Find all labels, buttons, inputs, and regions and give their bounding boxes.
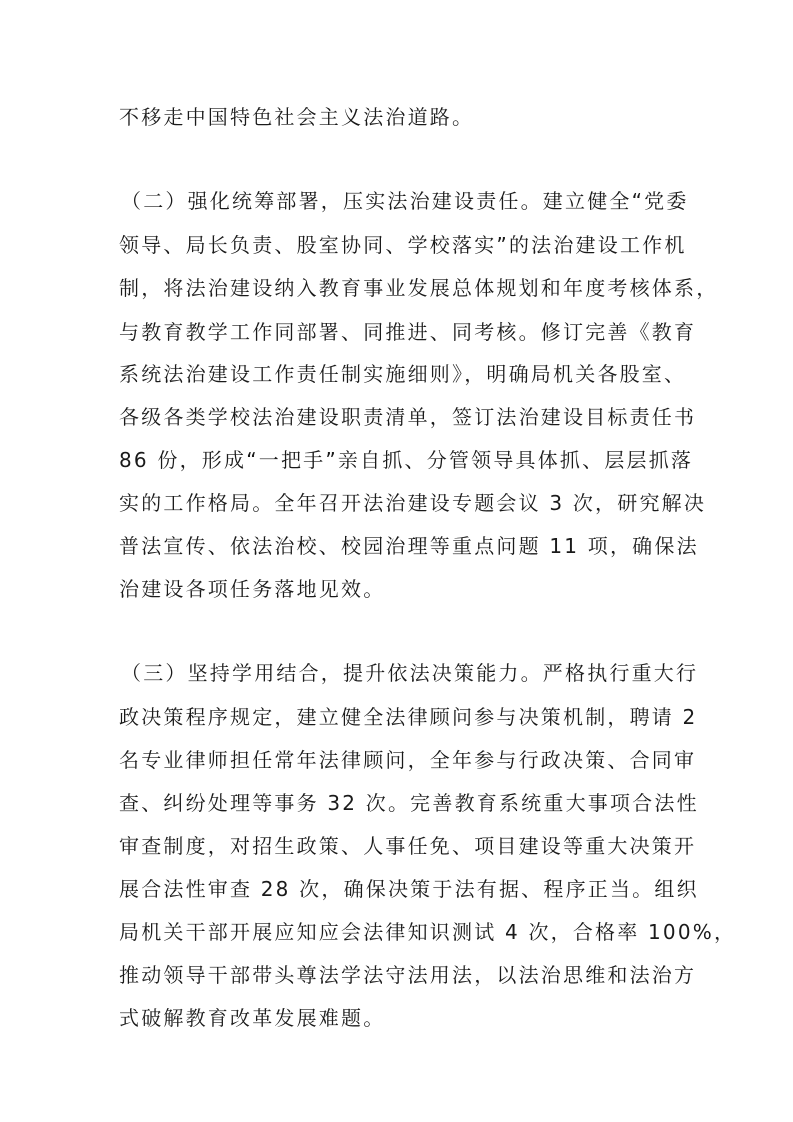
paragraph-2-line-6: 各级各类学校法治建设职责清单，签订法治建设目标责任书: [119, 405, 697, 429]
paragraph-2-line-8: 实的工作格局。全年召开法治建设专题会议 3 次，研究解决: [119, 491, 707, 515]
paragraph-2-line-1: （二）强化统筹部署，压实法治建设责任。建立健全“党委: [121, 189, 689, 213]
paragraph-2-line-2: 领导、局长负责、股室协同、学校落实”的法治建设工作机: [119, 233, 687, 257]
paragraph-3-line-7: 局机关干部开展应知应会法律知识测试 4 次，合格率 100%，: [119, 920, 737, 944]
paragraph-2-line-3: 制，将法治建设纳入教育事业发展总体规划和年度考核体系，: [119, 276, 719, 300]
paragraph-3-line-3: 名专业律师担任常年法律顾问，全年参与行政决策、合同审: [119, 748, 697, 772]
paragraph-3-line-8: 推动领导干部带头尊法学法守法用法，以法治思维和法治方: [119, 963, 697, 987]
paragraph-3-line-1: （三）坚持学用结合，提升依法决策能力。严格执行重大行: [121, 661, 699, 685]
paragraph-2-line-10: 治建设各项任务落地见效。: [119, 577, 386, 601]
paragraph-2-line-5: 系统法治建设工作责任制实施细则》，明确局机关各股室、: [119, 362, 687, 386]
paragraph-3-line-5: 审查制度，对招生政策、人事任免、项目建设等重大决策开: [119, 834, 697, 858]
paragraph-3-line-6: 展合法性审查 28 次，确保决策于法有据、程序正当。组织: [119, 877, 699, 901]
paragraph-1-line-1: 不移走中国特色社会主义法治道路。: [119, 105, 475, 129]
paragraph-3-line-2: 政决策程序规定，建立健全法律顾问参与决策机制，聘请 2: [119, 705, 698, 729]
paragraph-2-line-9: 普法宣传、依法治校、校园治理等重点问题 11 项，确保法: [119, 534, 699, 558]
paragraph-3-line-9: 式破解教育改革发展难题。: [119, 1006, 386, 1030]
paragraph-3-line-4: 查、纠纷处理等事务 32 次。完善教育系统重大事项合法性: [119, 791, 699, 815]
paragraph-2-line-7: 86 份，形成“一把手”亲自抓、分管领导具体抓、层层抓落: [119, 448, 694, 472]
paragraph-2-line-4: 与教育教学工作同部署、同推进、同考核。修订完善《教育: [119, 320, 697, 344]
